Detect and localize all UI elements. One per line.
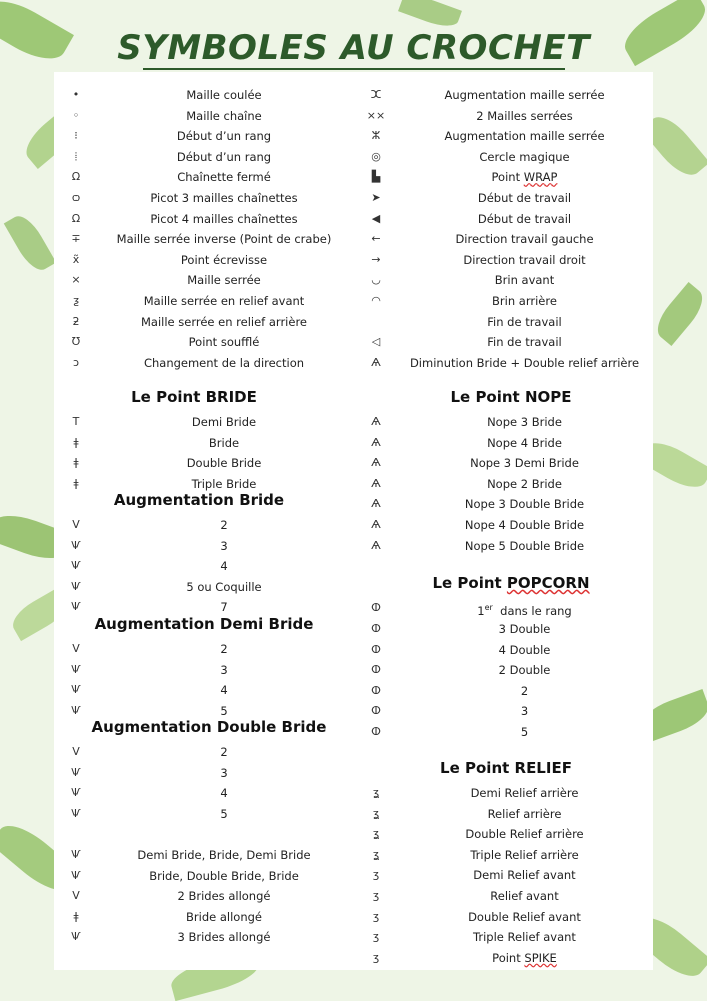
symbol-row [356,845,653,865]
symbol-label: Début de travail [477,211,572,226]
crochet-symbol-icon: Ѧ [371,538,381,552]
crochet-symbol-icon: Ѱ [71,868,81,882]
heading-text: Le Point [432,574,507,592]
crochet-symbol-icon: Ѱ [71,538,81,552]
label-text: dans le rang [492,603,572,618]
symbol-row [54,515,354,535]
symbol-label: Maille serrée [187,273,261,288]
crochet-symbol-icon: Ω [71,211,81,225]
symbol-label: Maille serrée en relief avant [143,294,305,308]
crochet-symbol-icon: ×× [366,108,386,122]
label-number: 1 [477,603,485,618]
symbol-row [356,412,653,432]
symbol-label: 2 [520,683,529,698]
symbol-label: Demi Bride, Bride, Demi Bride [137,848,311,862]
crochet-symbol-icon: ◁ [371,335,381,349]
symbol-label: 2 [220,642,228,656]
symbol-label: Maille coulée [186,88,262,102]
symbol-label: Chaînette fermé [177,170,271,185]
symbol-label: Demi Relief avant [473,868,576,883]
section-heading-augmentation-double-bride: Augmentation Double Bride [91,718,327,736]
symbol-row [54,783,354,803]
symbol-label: Début d’un rang [176,129,272,144]
heading-keyword: POPCORN [506,574,590,592]
leaf-decoration [650,282,707,346]
symbol-label: 7 [220,600,228,615]
symbol-row [54,229,354,249]
symbol-label: Bride [208,435,240,450]
symbol-row [356,85,653,105]
symbol-label: Point SPIKE [492,950,557,965]
crochet-symbol-icon: ⵀ [371,663,381,677]
section-heading-bride: Le Point BRIDE [131,388,257,406]
symbol-label: 4 [220,786,228,801]
symbol-row [54,106,354,126]
keyword-underlined: SPIKE [524,950,557,965]
symbol-label: Nope 4 Bride [487,435,562,450]
crochet-symbol-icon: ʒ [372,950,380,964]
symbol-row [356,660,653,680]
symbol-label: Relief avant [490,889,559,903]
symbol-row [356,494,653,514]
symbol-label: Point WRAP [491,170,558,185]
crochet-symbol-icon: ʓ [372,827,380,841]
symbol-row [356,353,653,373]
symbol-label: Fin de travail [487,335,562,350]
symbol-row [356,886,653,906]
symbol-label: 3 [520,704,529,719]
symbol-row [356,270,653,290]
symbol-row [356,106,653,126]
symbol-row [356,474,653,494]
symbol-row [356,453,653,473]
symbol-label [396,598,653,621]
crochet-symbol-icon: • [72,88,80,101]
crochet-symbol-icon: Ѱ [71,786,81,800]
symbol-row [356,598,653,618]
symbol-row [356,701,653,721]
symbol-row [356,209,653,229]
crochet-symbol-icon: Ѧ [371,435,381,449]
symbol-row [356,804,653,824]
crochet-symbol-icon: ⵋ [370,88,382,101]
symbol-label: Bride, Double Bride, Bride [149,868,299,883]
symbol-row [356,515,653,535]
symbol-row [356,126,653,146]
symbol-row [54,250,354,270]
section-heading-augmentation-demi-bride: Augmentation Demi Bride [94,615,314,633]
symbol-row [54,866,354,886]
symbol-label: Brin arrière [492,294,557,308]
crochet-symbol-icon: ʒ [372,868,380,882]
symbol-label: Bride allongé [186,909,262,924]
symbol-label: Double Bride [186,456,262,471]
crochet-symbol-icon: ↄ [72,355,80,369]
crochet-symbol-icon: ← [371,232,381,246]
section-heading-nope: Le Point NOPE [450,388,572,406]
leaf-decoration [4,211,57,276]
symbol-row [54,660,354,680]
crochet-symbol-icon: Ѧ [371,497,381,511]
symbol-row [54,312,354,332]
symbol-label: Augmentation maille serrée [444,88,605,102]
symbol-row [54,412,354,432]
crochet-symbol-icon: ◎ [371,149,381,163]
symbol-row [54,577,354,597]
crochet-symbol-icon: ◦ [72,108,80,122]
crochet-symbol-icon: ⵀ [371,642,381,656]
symbol-label: Nope 3 Demi Bride [470,456,579,471]
symbol-label: Triple Relief arrière [470,847,579,862]
symbol-label: 3 [220,538,228,553]
symbol-label: Nope 3 Double Bride [464,497,585,512]
crochet-symbol-icon: ǂ [73,476,79,490]
symbol-row [356,147,653,167]
crochet-symbol-icon: ⵀ [371,725,381,738]
symbol-row [356,722,653,742]
symbol-label: 5 [220,703,228,718]
symbol-label: 4 Double [498,642,551,657]
title-underline [143,68,565,70]
crochet-symbol-icon: ◡ [371,273,381,287]
crochet-symbol-icon: ѻ [71,191,81,204]
symbol-row [54,907,354,927]
crochet-symbol-icon: Ѱ [71,683,81,697]
symbol-row [54,763,354,783]
crochet-symbol-icon: Ω [71,170,81,184]
symbol-label: Double Relief arrière [465,827,584,842]
symbol-row [356,907,653,927]
symbol-row [54,556,354,576]
leaf-decoration [398,0,462,32]
symbol-label: Brin avant [494,273,555,288]
crochet-symbol-icon: ⵀ [371,683,381,697]
symbol-label: Picot 3 mailles chaînettes [150,191,298,205]
symbol-row [54,188,354,208]
symbol-label: 5 [520,725,529,739]
crochet-symbol-icon: V [72,889,80,903]
crochet-symbol-icon: ∓ [71,232,81,246]
crochet-symbol-icon: ⵣ [371,129,381,143]
section-heading-popcorn [396,574,626,592]
crochet-symbol-icon: Ѧ [371,476,381,490]
symbol-row [356,433,653,453]
symbol-label: 3 Double [498,622,551,636]
symbol-label: Diminution Bride + Double relief arrière [409,355,640,370]
symbol-row [356,188,653,208]
symbol-label: Relief arrière [487,806,562,821]
symbol-row [356,229,653,249]
crochet-symbol-icon: Ѧ [371,355,381,369]
crochet-symbol-icon: Ѱ [71,662,81,676]
crochet-symbol-icon: Ѱ [71,848,81,861]
crochet-symbol-icon: T [72,415,80,428]
symbol-label: Direction travail droit [463,252,586,267]
symbol-row [54,332,354,352]
symbol-label: 3 [220,765,228,780]
symbol-row [54,804,354,824]
symbol-label: Nope 3 Bride [487,415,562,429]
crochet-symbol-icon: ⵀ [371,704,381,718]
crochet-symbol-icon: ʒ [372,889,380,902]
symbol-label: Direction travail gauche [455,232,594,247]
symbol-label: 5 [220,806,228,821]
page-title: SYMBOLES AU CROCHET [117,28,590,68]
symbol-row [54,291,354,311]
crochet-symbol-icon: × [71,273,81,287]
crochet-symbol-icon: x̃ [72,252,80,266]
symbol-label: Picot 4 mailles chaînettes [150,211,298,226]
crochet-symbol-icon: ǂ [73,909,79,923]
crochet-symbol-icon: ▙ [371,170,381,184]
symbol-label: Maille chaîne [186,108,262,123]
symbol-row [356,619,653,639]
symbol-row [54,167,354,187]
symbol-row [356,640,653,660]
symbol-row [54,927,354,947]
symbol-label: Fin de travail [487,314,562,329]
crochet-symbol-icon: ⵀ [371,622,381,635]
crochet-symbol-icon: ʓ [372,847,380,861]
crochet-symbol-icon: Ѧ [371,518,381,531]
symbol-row [356,536,653,556]
crochet-symbol-icon: Ѱ [71,559,81,573]
symbol-label: Augmentation maille serrée [444,129,605,144]
symbol-label: 2 Brides allongé [177,889,271,904]
symbol-label: 3 Brides allongé [177,930,271,945]
symbol-label: 2 [220,745,228,759]
crochet-symbol-icon: ƻ [72,314,80,328]
crochet-symbol-icon: Ѧ [371,415,381,428]
symbol-row [356,291,653,311]
crochet-symbol-icon: Ѱ [71,765,81,779]
symbol-label: Nope 2 Bride [487,476,562,491]
symbol-row [356,250,653,270]
crochet-symbol-icon: Ʊ [71,335,81,349]
crochet-symbol-icon: ➤ [371,191,381,204]
symbol-label: 4 [220,559,228,574]
crochet-symbol-icon: Ѱ [71,806,81,820]
symbol-label: Nope 4 Double Bride [464,518,585,532]
symbol-row [54,742,354,762]
crochet-symbol-icon: Ѱ [71,930,81,944]
crochet-symbol-icon: Ѱ [71,579,81,593]
symbol-label: Point écrevisse [180,252,268,267]
crochet-symbol-icon: Ѧ [371,456,381,470]
symbol-label: Nope 5 Double Bride [464,538,585,553]
symbol-label: Triple Relief avant [473,930,576,945]
crochet-symbol-icon: V [72,745,80,758]
symbol-row [54,270,354,290]
symbol-row [356,167,653,187]
symbol-row [356,312,653,332]
symbol-row [356,948,653,968]
symbols-panel [54,72,653,970]
symbol-row [54,845,354,865]
symbol-label: 3 [220,662,228,677]
symbol-row [356,824,653,844]
symbol-row [54,886,354,906]
symbol-row [356,332,653,352]
crochet-symbol-icon: ⵀ [371,601,381,614]
symbol-row [356,865,653,885]
symbol-label: 2 Mailles serrées [476,108,573,123]
keyword-underlined: WRAP [523,170,558,185]
crochet-symbol-icon: ʒ [372,909,380,923]
symbol-label: Maille serrée en relief arrière [140,314,308,329]
symbol-row [54,536,354,556]
symbol-row [54,85,354,105]
symbol-row [54,353,354,373]
crochet-symbol-icon: Ѱ [71,703,81,717]
crochet-symbol-icon: V [72,518,80,531]
crochet-symbol-icon: ƺ [73,294,79,307]
crochet-symbol-icon: ǂ [73,456,79,470]
crochet-symbol-icon: V [72,642,80,655]
symbol-label: 2 [220,518,228,532]
symbol-row [54,209,354,229]
symbol-label: Maille serrée inverse (Point de crabe) [116,232,332,247]
crochet-symbol-icon: ʓ [372,806,380,820]
symbol-label: 4 [220,683,228,698]
symbol-label: Point soufflé [188,335,260,350]
symbol-label: Triple Bride [191,476,257,491]
symbol-label: 2 Double [498,663,551,678]
symbol-label: Changement de la direction [143,355,305,370]
symbol-label: Demi Bride [191,415,257,429]
label-superscript: er [484,603,493,612]
crochet-symbol-icon: ⁝ [74,129,78,143]
symbol-label: Double Relief avant [468,909,581,924]
crochet-symbol-icon: ◀ [371,211,381,225]
crochet-symbol-icon: ǂ [73,435,79,449]
symbol-row [54,126,354,146]
symbol-label: Début de travail [477,191,572,205]
crochet-symbol-icon: ʒ [372,930,380,944]
crochet-symbol-icon: ⦙ [74,149,78,163]
symbol-row [54,433,354,453]
crochet-symbol-icon: Ѱ [71,600,81,614]
symbol-row [54,680,354,700]
symbol-label: 5 ou Coquille [186,579,262,594]
section-heading-augmentation-bride: Augmentation Bride [113,491,285,509]
symbol-label: Début d’un rang [176,149,272,164]
symbol-row [54,453,354,473]
section-heading-relief: Le Point RELIEF [440,759,572,777]
symbol-label: Demi Relief arrière [470,786,579,800]
crochet-symbol-icon: ʓ [372,786,380,799]
symbol-row [54,639,354,659]
crochet-symbol-icon: ◠ [371,294,381,307]
symbol-row [356,783,653,803]
symbol-row [356,927,653,947]
symbol-row [54,147,354,167]
symbol-row [356,681,653,701]
crochet-symbol-icon: → [371,252,381,266]
symbol-label: Cercle magique [479,149,570,164]
